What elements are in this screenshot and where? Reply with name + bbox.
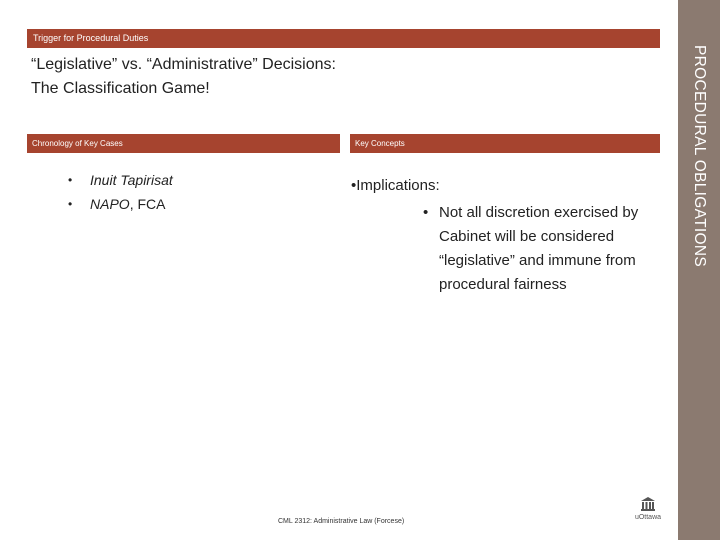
university-building-icon [640, 496, 656, 512]
uottawa-logo [626, 496, 670, 528]
section-label-bar [27, 29, 660, 48]
slide-title [31, 53, 631, 101]
bullet-icon: • [68, 173, 73, 187]
title-line-2: The Classification Game! [31, 80, 210, 97]
case-item [68, 168, 173, 192]
bullet-icon: • [351, 177, 357, 194]
concept-text: Not all discretion exercised by Cabinet will be considered “legislative” and immune from procedural fairness [439, 204, 639, 293]
bullet-icon: • [68, 197, 73, 211]
left-column-heading: Chronology of Key Cases [32, 139, 123, 148]
case-name: NAPO [90, 196, 130, 212]
case-name: Inuit Tapirisat [90, 172, 173, 188]
right-column-heading: Key Concepts [355, 139, 405, 148]
case-list [68, 168, 173, 216]
case-suffix: , FCA [129, 196, 166, 212]
section-label: Trigger for Procedural Duties [33, 33, 149, 43]
footer-course: CML 2312: Administrative Law (Forcese) [278, 518, 405, 525]
right-column-heading-bar [350, 134, 660, 153]
concept-item [423, 201, 673, 297]
implications-label: Implications: [356, 177, 440, 194]
logo-text: uOttawa [634, 514, 662, 521]
implications-heading [351, 174, 440, 198]
title-line-1: “Legislative” vs. “Administrative” Decisions: [31, 56, 336, 73]
sidebar-label: PROCEDURAL OBLIGATIONS [691, 45, 708, 267]
bullet-icon: • [423, 204, 429, 221]
case-item [68, 192, 173, 216]
left-column-heading-bar [27, 134, 340, 153]
